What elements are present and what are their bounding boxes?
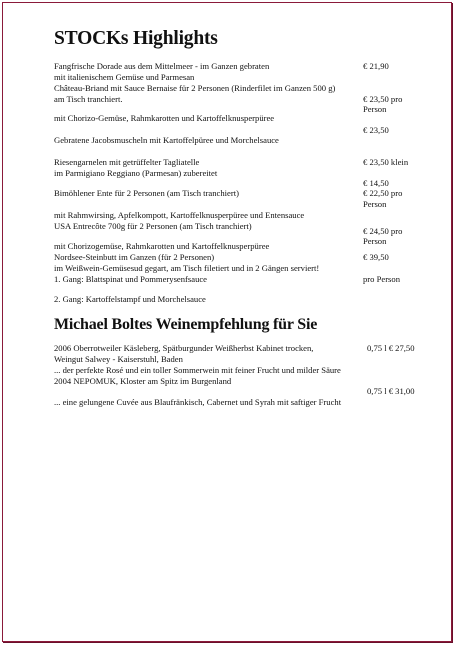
wine-line: ... eine gelungene Cuvée aus Blaufränkisch, Cabernet und Syrah mit saftiger Frucht bbox=[54, 397, 342, 407]
price-label: € 23,50 bbox=[363, 125, 389, 135]
dish-line: im Weißwein-Gemüsesud gegart, am Tisch filetiert und in 2 Gängen serviert! bbox=[54, 263, 320, 273]
price-label: pro Person bbox=[363, 274, 400, 284]
dish-line: Fangfrische Dorade aus dem Mittelmeer - im Ganzen gebraten bbox=[54, 61, 270, 71]
wine-line: 2004 NEPOMUK, Kloster am Spitz im Burgenland bbox=[54, 376, 232, 386]
wine-price: 0,75 l € 31,00 bbox=[367, 386, 415, 396]
dish-line: Bimöhlener Ente für 2 Personen (am Tisch tranchiert) bbox=[54, 188, 239, 198]
dish-line: Riesengarnelen mit getrüffelter Tagliatelle bbox=[54, 157, 200, 167]
price-label: Person bbox=[363, 199, 387, 209]
dish-line: Nordsee-Steinbutt im Ganzen (für 2 Personen) bbox=[54, 252, 215, 262]
dish-line: mit Chorizo-Gemüse, Rahmkarotten und Kartoffelknusperpüree bbox=[54, 113, 275, 123]
dish-line: 2. Gang: Kartoffelstampf und Morchelsauce bbox=[54, 294, 206, 304]
dish-line: mit Chorizogemüse, Rahmkarotten und Kartoffelknusperpüree bbox=[54, 241, 270, 251]
wine-line: Weingut Salwey - Kaiserstuhl, Baden bbox=[54, 354, 183, 364]
wine-title: Michael Boltes Weinempfehlung für Sie bbox=[54, 316, 318, 333]
dish-line: 1. Gang: Blattspinat und Pommerysenfsauce bbox=[54, 274, 207, 284]
wine-line: 2006 Oberrotweiler Käsleberg, Spätburgunder Weißherbst Kabinet trocken, bbox=[54, 343, 314, 353]
price-label: € 23,50 klein bbox=[363, 157, 409, 167]
wine-line: ... der perfekte Rosé und ein toller Sommerwein mit feiner Frucht und milder Säure bbox=[54, 365, 341, 375]
price-label: € 14,50 bbox=[363, 178, 389, 188]
wine-price: 0,75 l € 27,50 bbox=[367, 343, 415, 353]
price-label: € 21,90 bbox=[363, 61, 389, 71]
dish-line: Gebratene Jacobsmuscheln mit Kartoffelpüree und Morchelsauce bbox=[54, 135, 279, 145]
highlights-title: STOCKs Highlights bbox=[54, 28, 218, 49]
dish-line: im Parmigiano Reggiano (Parmesan) zubereitet bbox=[54, 168, 218, 178]
dish-line: USA Entrecôte 700g für 2 Personen (am Tisch tranchiert) bbox=[54, 221, 252, 231]
dish-line: Château-Briand mit Sauce Bernaise für 2 Personen (Rinderfilet im Ganzen 500 g) bbox=[54, 83, 336, 93]
dish-line: mit Rahmwirsing, Apfelkompott, Kartoffelknusperpüree und Entensauce bbox=[54, 210, 305, 220]
price-label: € 39,50 bbox=[363, 252, 389, 262]
price-label: € 23,50 pro bbox=[363, 94, 403, 104]
price-label: Person bbox=[363, 236, 387, 246]
dish-line: mit italienischem Gemüse und Parmesan bbox=[54, 72, 195, 82]
dish-line: am Tisch tranchiert. bbox=[54, 94, 123, 104]
price-label: Person bbox=[363, 104, 387, 114]
price-label: € 22,50 pro bbox=[363, 188, 403, 198]
price-label: € 24,50 pro bbox=[363, 226, 403, 236]
